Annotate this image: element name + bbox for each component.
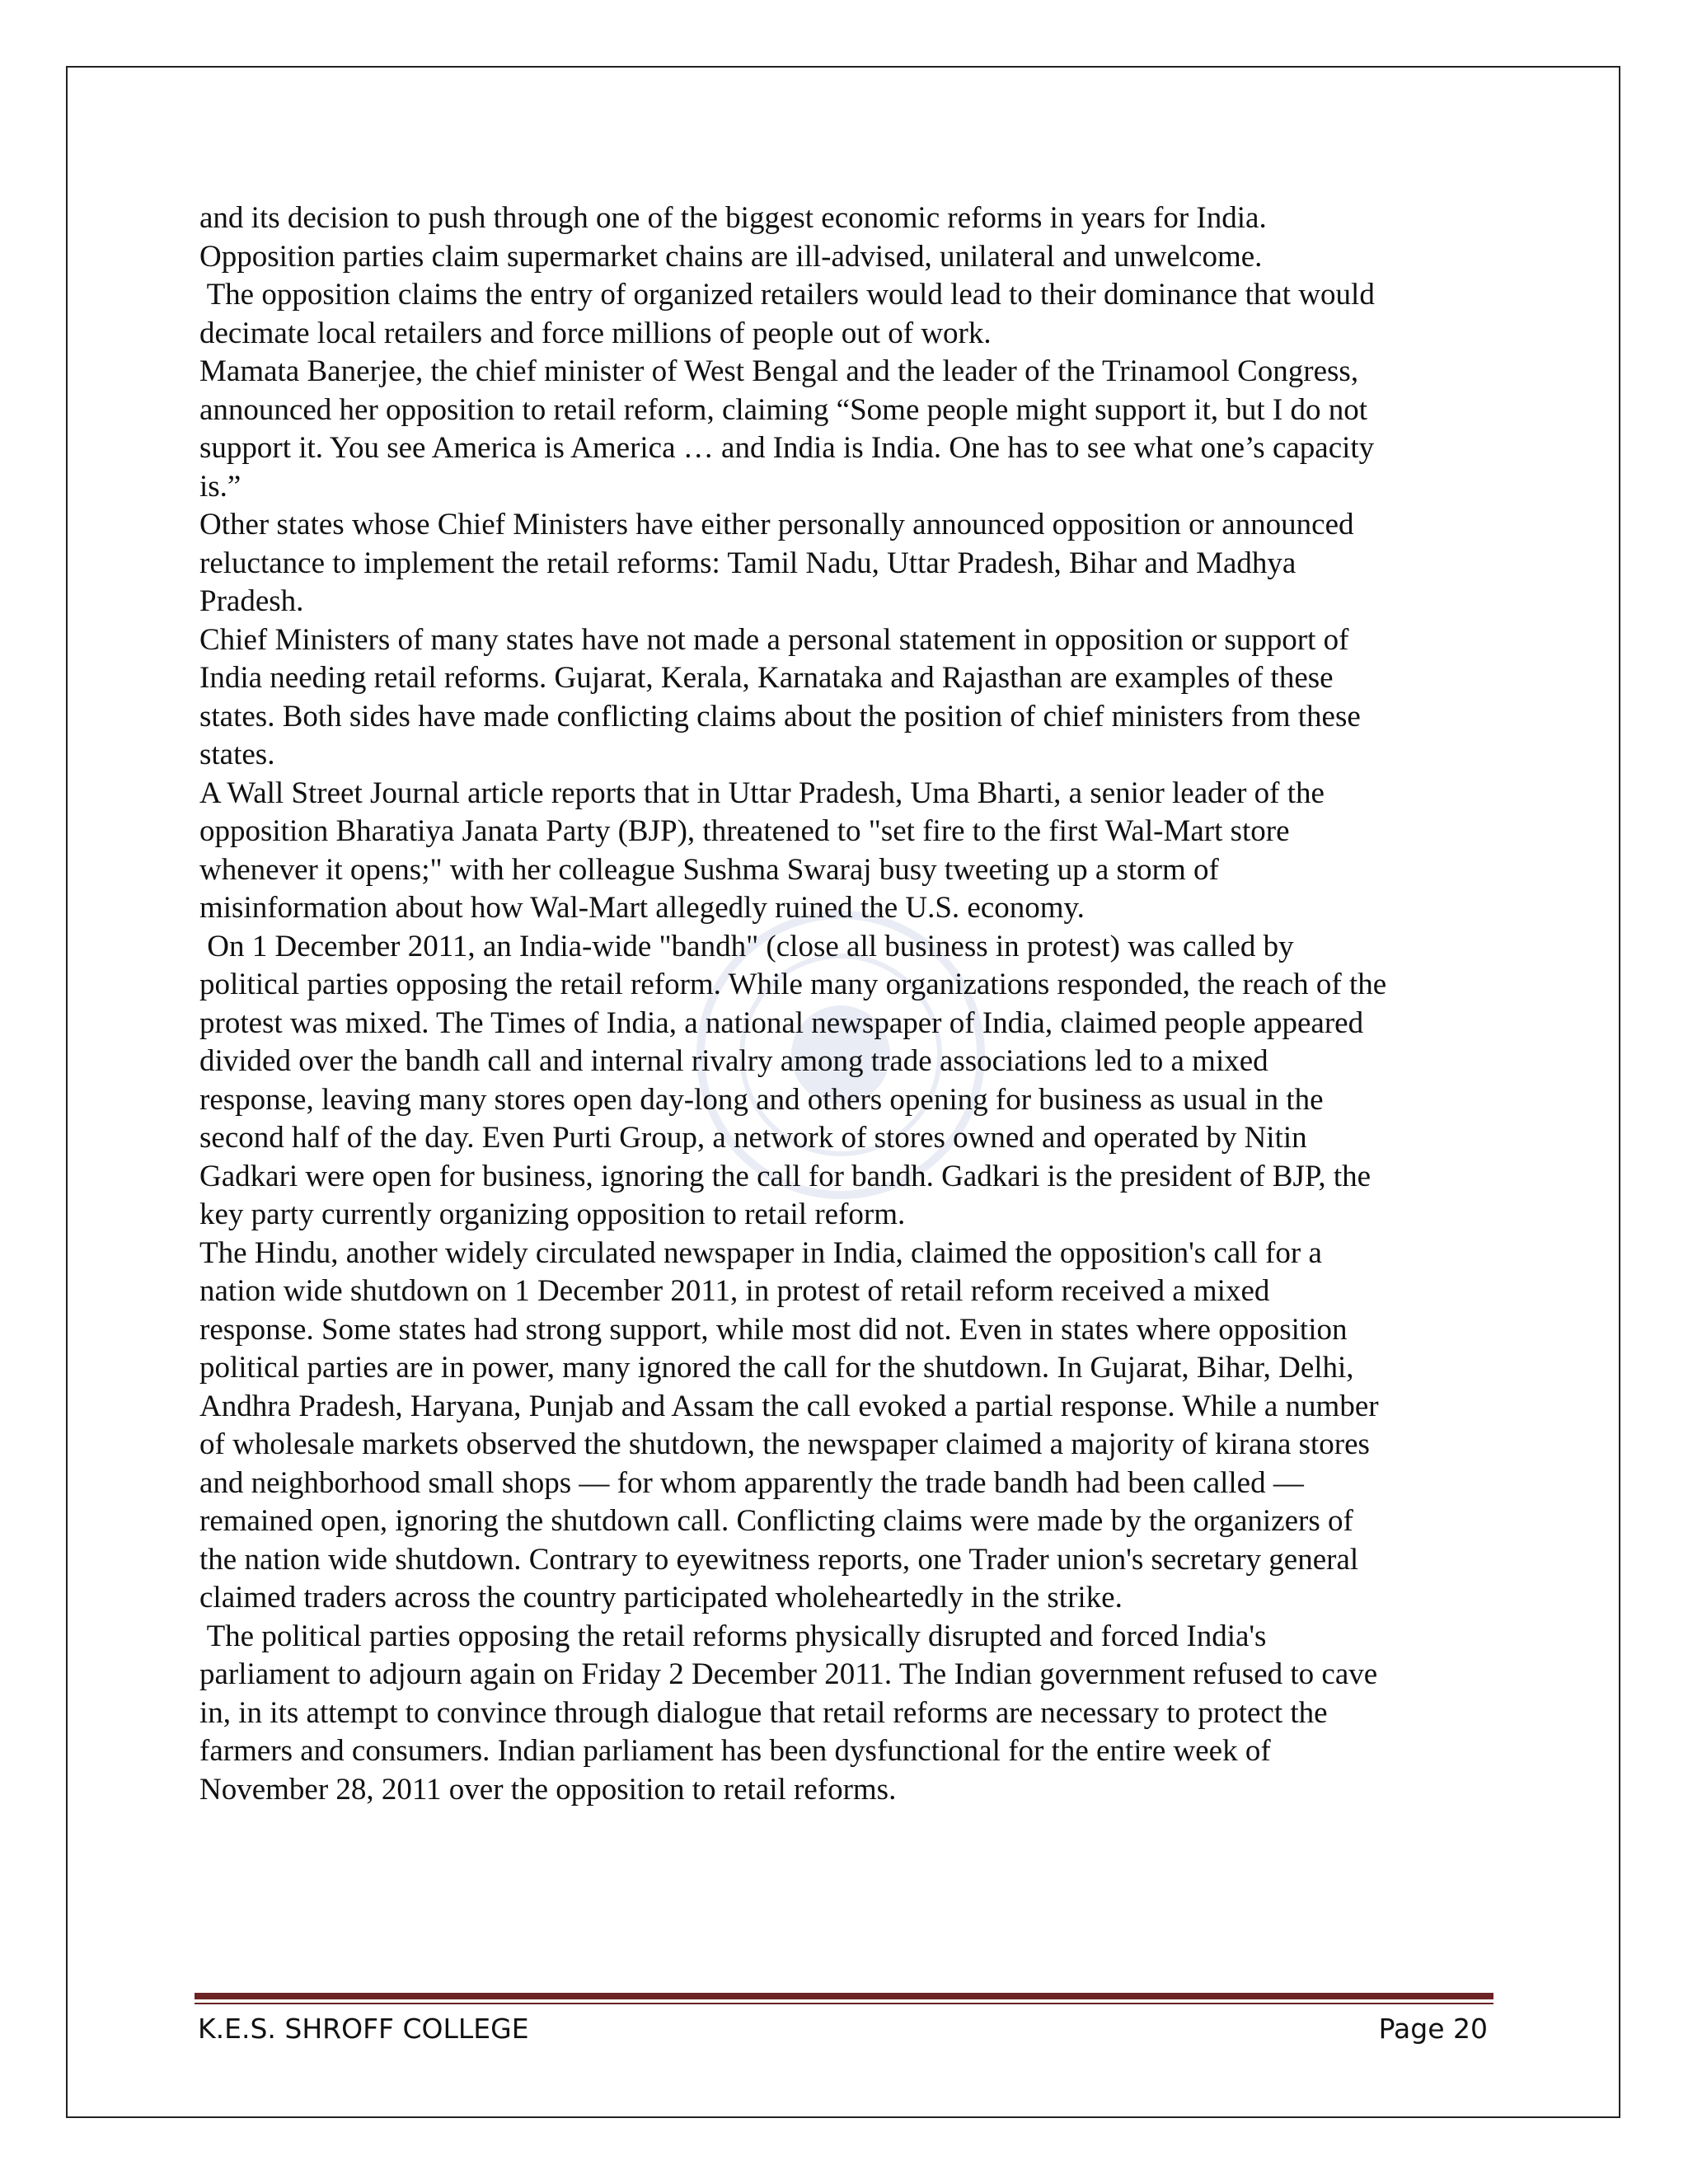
footer-college-name: K.E.S. SHROFF COLLEGE bbox=[198, 2013, 529, 2045]
text-line: of wholesale markets observed the shutdown, the newspaper claimed a majority of kirana stores bbox=[199, 1427, 1370, 1461]
body-text bbox=[199, 199, 1502, 1809]
text-line: farmers and consumers. Indian parliament has been dysfunctional for the entire week of bbox=[199, 1734, 1271, 1768]
text-line: Mamata Banerjee, the chief minister of West Bengal and the leader of the Trinamool Congress, bbox=[199, 354, 1359, 388]
text-line: is.” bbox=[199, 469, 241, 504]
text-line: announced her opposition to retail reform, claiming “Some people might support it, but I do not bbox=[199, 392, 1368, 427]
text-line: The political parties opposing the retail reforms physically disrupted and forced India's bbox=[199, 1619, 1267, 1653]
text-line: November 28, 2011 over the opposition to retail reforms. bbox=[199, 1772, 897, 1807]
footer-rule-thin bbox=[195, 2003, 1493, 2004]
text-line: response. Some states had strong support, while most did not. Even in states where opposition bbox=[199, 1312, 1348, 1347]
text-line: whenever it opens;" with her colleague Sushma Swaraj busy tweeting up a storm of bbox=[199, 852, 1219, 887]
text-line: political parties are in power, many ignored the call for the shutdown. In Gujarat, Bihar, Delhi, bbox=[199, 1351, 1354, 1385]
text-line: Chief Ministers of many states have not made a personal statement in opposition or support of bbox=[199, 622, 1349, 657]
text-line: second half of the day. Even Purti Group, a network of stores owned and operated by Nitin bbox=[199, 1121, 1307, 1155]
text-line: Pradesh. bbox=[199, 584, 304, 618]
text-line: political parties opposing the retail reform. While many organizations responded, the reach of the bbox=[199, 968, 1387, 1001]
text-line: remained open, ignoring the shutdown call. Conflicting claims were made by the organizers of bbox=[199, 1504, 1353, 1538]
text-line: divided over the bandh call and internal rivalry among trade associations led to a mixed bbox=[199, 1044, 1268, 1078]
text-line: in, in its attempt to convince through dialogue that retail reforms are necessary to protect the bbox=[199, 1695, 1328, 1730]
text-line: states. Both sides have made conflicting claims about the position of chief ministers from these bbox=[199, 699, 1361, 733]
text-line: The Hindu, another widely circulated newspaper in India, claimed the opposition's call for a bbox=[199, 1235, 1322, 1270]
text-line: parliament to adjourn again on Friday 2 December 2011. The Indian government refused to cave bbox=[199, 1657, 1378, 1691]
text-line: states. bbox=[199, 738, 275, 771]
text-line: The opposition claims the entry of organized retailers would lead to their dominance that would bbox=[199, 278, 1375, 312]
text-line: A Wall Street Journal article reports that in Uttar Pradesh, Uma Bharti, a senior leader of the bbox=[199, 776, 1325, 810]
text-line: support it. You see America is America … and India is India. One has to see what one’s capacity bbox=[199, 431, 1375, 465]
text-line: the nation wide shutdown. Contrary to eyewitness reports, one Trader union's secretary general bbox=[199, 1542, 1359, 1577]
text-line: India needing retail reforms. Gujarat, Kerala, Karnataka and Rajasthan are examples of these bbox=[199, 661, 1334, 695]
text-line: misinformation about how Wal-Mart allegedly ruined the U.S. economy. bbox=[199, 891, 1085, 925]
text-line: nation wide shutdown on 1 December 2011, in protest of retail reform received a mixed bbox=[199, 1274, 1270, 1308]
text-line: Andhra Pradesh, Haryana, Punjab and Assam the call evoked a partial response. While a number bbox=[199, 1389, 1379, 1423]
text-line: protest was mixed. The Times of India, a national newspaper of India, claimed people appeared bbox=[199, 1005, 1364, 1040]
text-line: claimed traders across the country participated wholeheartedly in the strike. bbox=[199, 1581, 1123, 1615]
text-line: decimate local retailers and force millions of people out of work. bbox=[199, 316, 992, 350]
text-line: and its decision to push through one of the biggest economic reforms in years for India. bbox=[199, 201, 1267, 235]
text-line: Gadkari were open for business, ignoring the call for bandh. Gadkari is the president of BJP, the bbox=[199, 1159, 1372, 1193]
text-line: key party currently organizing opposition to retail reform. bbox=[199, 1197, 906, 1231]
text-line: On 1 December 2011, an India-wide "bandh" (close all business in protest) was called by bbox=[199, 929, 1294, 963]
text-line: response, leaving many stores open day-long and others opening for business as usual in the bbox=[199, 1082, 1324, 1117]
text-line: opposition Bharatiya Janata Party (BJP), threatened to "set fire to the first Wal-Mart store bbox=[199, 814, 1290, 848]
footer-rule bbox=[195, 1993, 1493, 1999]
text-line: Other states whose Chief Ministers have either personally announced opposition or announced bbox=[199, 508, 1354, 541]
text-line: reluctance to implement the retail reforms: Tamil Nadu, Uttar Pradesh, Bihar and Madhya bbox=[199, 546, 1296, 580]
footer-page-number: Page 20 bbox=[1378, 2013, 1488, 2045]
text-line: Opposition parties claim supermarket chains are ill-advised, unilateral and unwelcome. bbox=[199, 239, 1263, 274]
text-line: and neighborhood small shops — for whom apparently the trade bandh had been called — bbox=[199, 1465, 1304, 1500]
